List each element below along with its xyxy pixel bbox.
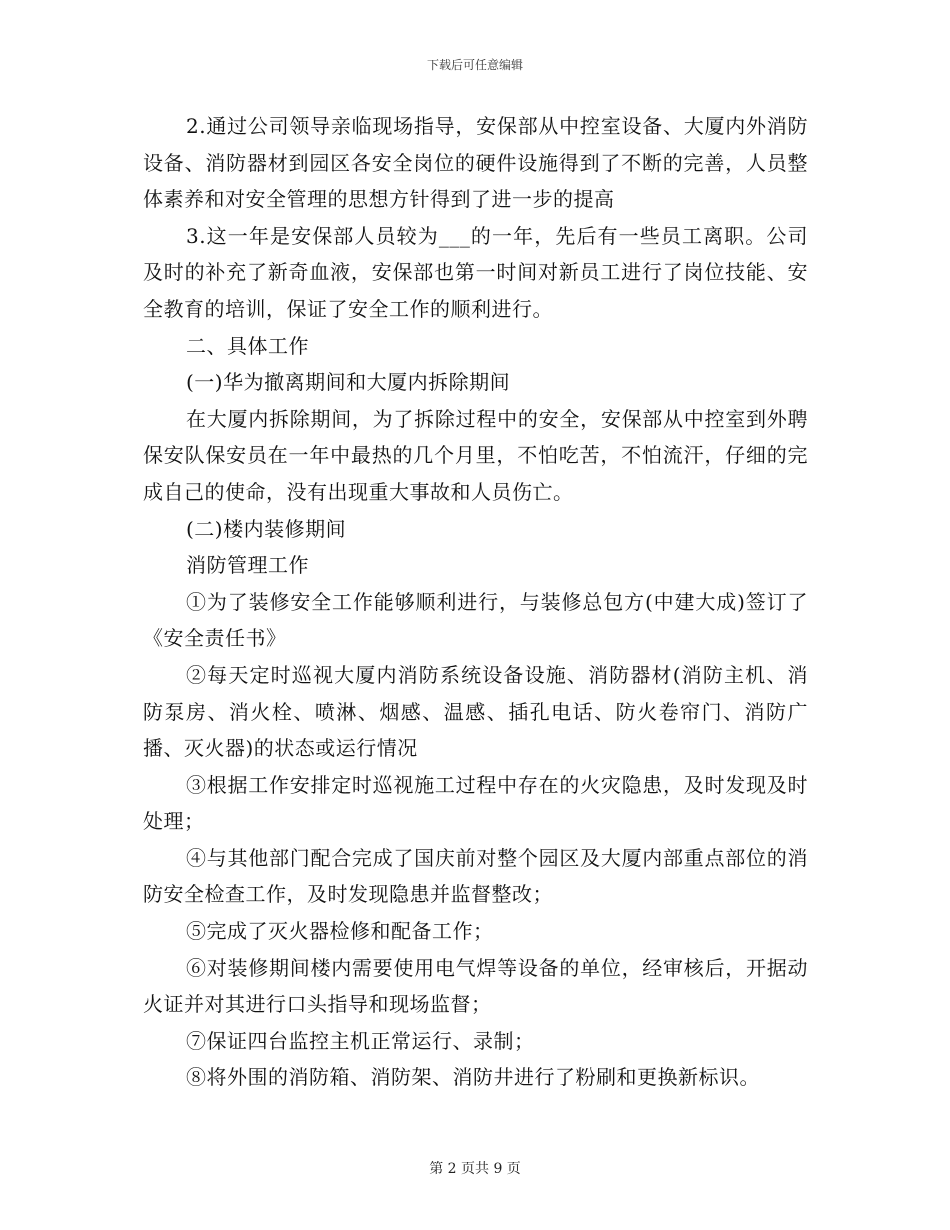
list-item-8: ⑧将外围的消防箱、消防架、消防井进行了粉刷和更换新标识。 (186, 1065, 760, 1090)
paragraph-fire-management-heading: 消防管理工作 (186, 553, 309, 578)
page-header: 下载后可任意编辑 (426, 58, 523, 72)
paragraph-item-3: 3.这一年是安保部人员较为___的一年，先后有一些员工离职。公司及时的补充了新奇血液，安保部也第一时间对新员工进行了岗位技能、安全教育的培训，保证了安全工作的顺利进行。 (143, 223, 808, 321)
list-item-4: ④与其他部门配合完成了国庆前对整个园区及大厦内部重点部位的消防安全检查工作，及时发现隐患并监督整改； (143, 845, 808, 907)
list-item-5: ⑤完成了灭火器检修和配备工作； (186, 919, 494, 944)
document-body (143, 108, 808, 1096)
page-number: 第 2 页共 9 页 (429, 1161, 521, 1177)
list-item-6: ⑥对装修期间楼内需要使用电气焊等设备的单位，经审核后，开据动火证并对其进行口头指导和现场监督； (143, 955, 808, 1017)
paragraph-demolition: 在大厦内拆除期间，为了拆除过程中的安全，安保部从中控室到外聘保安队保安员在一年中最热的几个月里，不怕吃苦，不怕流汗，仔细的完成自己的使命，没有出现重大事故和人员伤亡。 (143, 406, 808, 504)
list-item-1: ①为了装修安全工作能够顺利进行，与装修总包方(中建大成)签订了《安全责任书》 (143, 589, 808, 651)
list-item-3: ③根据工作安排定时巡视施工过程中存在的火灾隐患，及时发现及时处理； (143, 772, 808, 834)
subsection-heading-2: (二)楼内装修期间 (186, 516, 347, 541)
paragraph-item-2: 2.通过公司领导亲临现场指导，安保部从中控室设备、大厦内外消防设备、消防器材到园区各安全岗位的硬件设施得到了不断的完善，人员整体素养和对安全管理的思想方针得到了进一步的提高 (143, 114, 808, 212)
list-item-7: ⑦保证四台监控主机正常运行、录制； (186, 1028, 535, 1053)
section-heading-specific-work: 二、具体工作 (186, 333, 309, 358)
list-item-2: ②每天定时巡视大厦内消防系统设备设施、消防器材(消防主机、消防泵房、消火栓、喷淋、烟感、温感、插孔电话、防火卷帘门、消防广播、灭火器)的状态或运行情况 (143, 662, 808, 761)
subsection-heading-1: (一)华为撤离期间和大厦内拆除期间 (186, 370, 511, 395)
